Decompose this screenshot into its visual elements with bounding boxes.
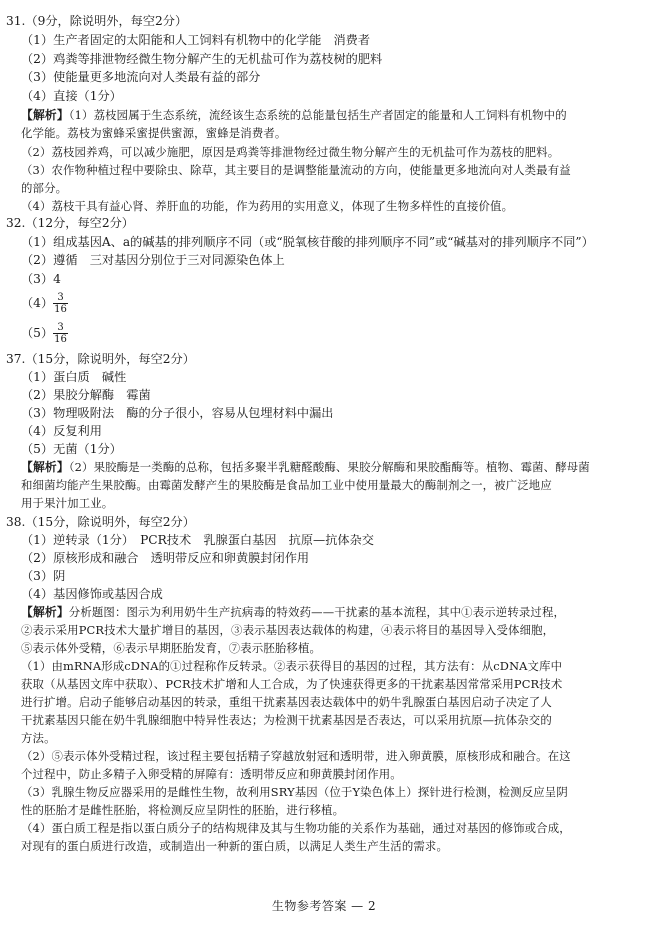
q31-analysis-5: 的部分。 xyxy=(21,181,68,195)
q31-analysis-3: （2）荔枝园养鸡，可以减少施肥，原因是鸡粪等排泄物经过微生物分解产生的无机盐可作为荔枝的肥料。 xyxy=(21,145,560,159)
q31-header: 31.（9分，除说明外，每空2分） xyxy=(6,14,188,28)
analysis-tag: 【解析】 xyxy=(21,108,69,122)
q37-analysis-3: 用于果汁加工业。 xyxy=(21,496,114,510)
q32-answer-3: （3）4 xyxy=(21,272,61,286)
analysis-tag: 【解析】 xyxy=(21,605,69,619)
q38-answer-4: （4）基因修饰或基因合成 xyxy=(21,587,163,601)
q31-analysis-1 xyxy=(21,107,567,124)
analysis-text: （1）荔枝园属于生态系统，流经该生态系统的总能量包括生产者固定的能量和人工饲料有机物中的 xyxy=(68,108,567,122)
q31-analysis-2: 化学能。荔枝为蜜蜂采蜜提供蜜源，蜜蜂是消费者。 xyxy=(21,126,287,140)
answer-prefix: （5） xyxy=(21,326,54,340)
q31-answer-2: （2）鸡粪等排泄物经微生物分解产生的无机盐可作为荔枝树的肥料 xyxy=(21,52,383,66)
q38-analysis-12: 性的胚胎才是雌性胚胎，将检测反应呈阴性的胚胎，进行移植。 xyxy=(21,803,345,817)
q38-analysis-3: ⑤表示体外受精，⑥表示早期胚胎发育，⑦表示胚胎移植。 xyxy=(21,641,322,655)
fraction xyxy=(53,322,68,345)
q37-answer-5: （5）无菌（1分） xyxy=(21,442,122,456)
fraction-denominator: 16 xyxy=(54,304,67,315)
q38-analysis-2: ②表示采用PCR技术大量扩增目的基因，③表示基因表达载体的构建，④表示将目的基因导入受体细胞， xyxy=(21,623,555,637)
q31-analysis-4: （3）农作物种植过程中要除虫、除草，其主要目的是调整能量流动的方向，使能量更多地流向对人类最有益 xyxy=(21,163,571,177)
fraction-numerator: 3 xyxy=(53,322,68,334)
q31-answer-3: （3）使能量更多地流向对人类最有益的部分 xyxy=(21,70,261,84)
fraction-numerator: 3 xyxy=(53,292,68,304)
q32-answer-2: （2）遵循 三对基因分别位于三对同源染色体上 xyxy=(21,253,285,267)
q32-answer-4 xyxy=(21,291,68,315)
q31-answer-4: （4）直接（1分） xyxy=(21,89,122,103)
q37-analysis-1 xyxy=(21,459,590,476)
q38-analysis-11: （3）乳腺生物反应器采用的是雌性生物，故利用SRY基因（位于Y染色体上）探针进行检测，检测反应呈阴 xyxy=(21,785,568,799)
fraction xyxy=(53,292,68,315)
q38-answer-3: （3）阴 xyxy=(21,569,66,583)
q38-analysis-10: 个过程中，防止多精子入卵受精的屏障有：透明带反应和卵黄膜封闭作用。 xyxy=(21,767,402,781)
q37-answer-2: （2）果胶分解酶 霉菌 xyxy=(21,388,151,402)
q37-answer-1: （1）蛋白质 碱性 xyxy=(21,370,127,384)
answer-prefix: （4） xyxy=(21,296,54,310)
q38-answer-1: （1）逆转录（1分） PCR技术 乳腺蛋白基因 抗原—抗体杂交 xyxy=(21,533,374,547)
q38-analysis-14: 对现有的蛋白质进行改造，或制造出一种新的蛋白质，以满足人类生产生活的需求。 xyxy=(21,839,449,853)
q38-header: 38.（15分，除说明外，每空2分） xyxy=(6,515,195,529)
q37-answer-4: （4）反复利用 xyxy=(21,424,102,438)
analysis-text: 分析题图：图示为利用奶牛生产抗病毒的特效药——干扰素的基本流程，其中①表示逆转录过程， xyxy=(68,605,566,619)
page-footer: 生物参考答案 — 2 xyxy=(271,899,377,913)
q32-answer-5 xyxy=(21,321,68,345)
q38-analysis-7: 干扰素基因只能在奶牛乳腺细胞中特异性表达；为检测干扰素基因是否表达，可以采用抗原—抗体杂交的 xyxy=(21,713,552,727)
q37-analysis-2: 和细菌均能产生果胶酶。由霉菌发酵产生的果胶酶是食品加工业中使用量最大的酶制剂之一，被广泛地应 xyxy=(21,478,552,492)
analysis-text: （2）果胶酶是一类酶的总称，包括多聚半乳糖醛酸酶、果胶分解酶和果胶酯酶等。植物、霉菌、酵母菌 xyxy=(68,460,590,474)
q32-answer-1: （1）组成基因A、a的碱基的排列顺序不同（或“脱氧核苷酸的排列顺序不同”或“碱基对的排列顺序不同”） xyxy=(21,235,594,249)
q38-analysis-9: （2）⑤表示体外受精过程，该过程主要包括精子穿越放射冠和透明带，进入卵黄膜，原核形成和融合。在这 xyxy=(21,749,571,763)
q38-analysis-6: 进行扩增。启动子能够启动基因的转录，重组干扰素基因表达载体中的奶牛乳腺蛋白基因启动子决定了人 xyxy=(21,695,552,709)
analysis-tag: 【解析】 xyxy=(21,460,69,474)
q37-answer-3: （3）物理吸附法 酶的分子很小，容易从包埋材料中漏出 xyxy=(21,406,334,420)
q38-analysis-13: （4）蛋白质工程是指以蛋白质分子的结构规律及其与生物功能的关系作为基础，通过对基因的修饰或合成， xyxy=(21,821,571,835)
fraction-denominator: 16 xyxy=(54,334,67,345)
q37-header: 37.（15分，除说明外，每空2分） xyxy=(6,352,195,366)
q38-answer-2: （2）原核形成和融合 透明带反应和卵黄膜封闭作用 xyxy=(21,551,310,565)
q38-analysis-4: （1）由mRNA形成cDNA的①过程称作反转录。②表示获得目的基因的过程，其方法有：从cDNA文库中 xyxy=(21,659,563,673)
q38-analysis-8: 方法。 xyxy=(21,731,56,745)
q38-analysis-1 xyxy=(21,604,565,621)
q32-header: 32.（12分，每空2分） xyxy=(6,216,134,230)
q38-analysis-5: 获取（从基因文库中获取）、PCR技术扩增和人工合成，为了快速获得更多的干扰素基因常常采用PCR技术 xyxy=(21,677,563,691)
q31-answer-1: （1）生产者固定的太阳能和人工饲料有机物中的化学能 消费者 xyxy=(21,33,371,47)
q31-analysis-6: （4）荔枝干具有益心肾、养肝血的功能，作为药用的实用意义，体现了生物多样性的直接价值。 xyxy=(21,199,514,213)
